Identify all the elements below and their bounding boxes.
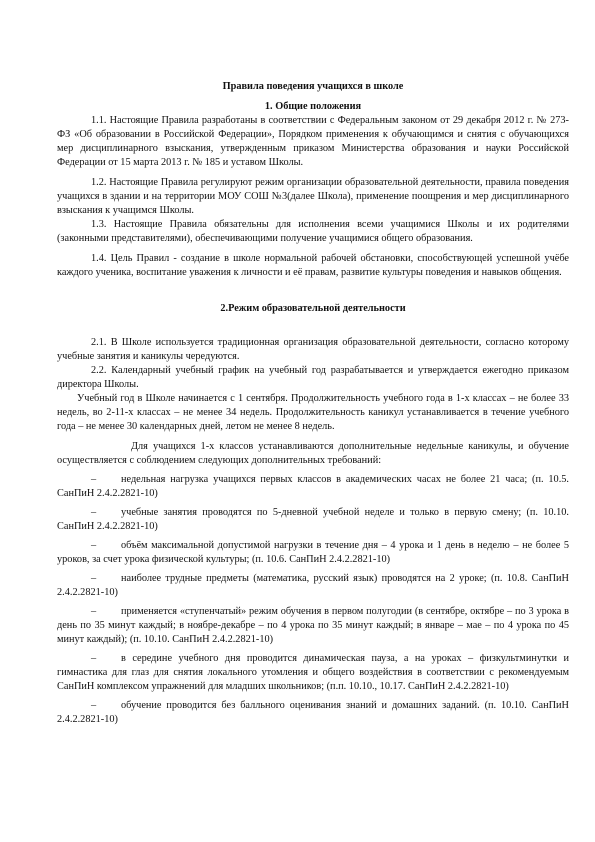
list-item-text: объём максимальной допустимой нагрузки в течение дня – 4 урока и 1 день в неделю – не более 5 уроков, за счет урока физической культуры; (п. 10.6. СанПиН 2.4.2.2821-10) xyxy=(57,540,569,565)
document-title: Правила поведения учащихся в школе xyxy=(222,81,404,92)
list-item-text: в середине учебного дня проводится динамическая пауза, а на уроках – физкультминутки и гимнастика для глаз для снятия локального утомления и общего воздействия в соответствии с рекомендуемым СанПиН комплексом упражнений для младших школьников; (п.п. 10.10., 10.17. СанПиН 2.4.2.2821-10) xyxy=(57,653,569,692)
list-item xyxy=(57,605,569,647)
list-item xyxy=(57,652,569,694)
paragraph-2-3: Учебный год в Школе начинается с 1 сентября. Продолжительность учебного года в 1-х классах – не более 33 недель, во 2-11-х классах – не менее 34 недель. Продолжительность каникул устанавливается в течение учебного года – не менее 30 календарных дней, летом не менее 8 недель. xyxy=(57,393,569,432)
bullet-dash: – xyxy=(91,573,97,584)
list-item xyxy=(57,473,569,501)
paragraph-1-1: 1.1. Настоящие Правила разработаны в соответствии с Федеральным законом от 29 декабря 2012 г. № 273-ФЗ «Об образовании в Российской Федерации», Порядком применения к обучающимся и снятия с обучающихся мер дисциплинарного взыскания, утвержденным приказом Министерства образования и науки Российской Федерации от 15 марта 2013 г. № 185 и уставом Школы. xyxy=(57,115,569,168)
list-item xyxy=(57,699,569,727)
list-item-text: обучение проводится без балльного оценивания знаний и домашних заданий. (п. 10.10. СанПиН 2.4.2.2821-10) xyxy=(57,700,569,725)
section-2-heading: 2.Режим образовательной деятельности xyxy=(220,303,406,314)
bullet-dash: – xyxy=(91,606,97,617)
paragraph-2-2: 2.2. Календарный учебный график на учебный год разрабатывается и утверждается ежегодно приказом директора Школы. xyxy=(57,365,569,390)
bullet-dash: – xyxy=(91,700,97,711)
paragraph-2-4: Для учащихся 1-х классов устанавливаются дополнительные недельные каникулы, и обучение осуществляется с соблюдением следующих дополнительных требований: xyxy=(57,441,569,466)
bullet-dash: – xyxy=(91,653,97,664)
bullet-dash: – xyxy=(91,540,97,551)
paragraph-2-1: 2.1. В Школе используется традиционная организация образовательной деятельности, согласно которому учебные занятия и каникулы чередуются. xyxy=(57,337,569,362)
bullet-dash: – xyxy=(91,474,97,485)
bullet-dash: – xyxy=(91,507,97,518)
section-1-heading: 1. Общие положения xyxy=(264,101,362,112)
list-item xyxy=(57,572,569,600)
list-item-text: наиболее трудные предметы (математика, русский язык) проводятся на 2 уроке; (п. 10.8. СанПиН 2.4.2.2821-10) xyxy=(57,573,569,598)
list-item-text: учебные занятия проводятся по 5-дневной учебной неделе и только в первую смену; (п. 10.10. СанПиН 2.4.2.2821-10) xyxy=(57,507,569,532)
paragraph-1-4: 1.4. Цель Правил - создание в школе нормальной рабочей обстановки, способствующей успешной учёбе каждого ученика, воспитание уважения к личности и её правам, развитие культуры поведения и навыков общения. xyxy=(57,253,569,278)
list-item xyxy=(57,506,569,534)
list-item xyxy=(57,539,569,567)
paragraph-1-3: 1.3. Настоящие Правила обязательны для исполнения всеми учащимися Школы и их родителями (законными представителями), обеспечивающими получение учащимися общего образования. xyxy=(57,219,569,244)
list-item-text: применяется «ступенчатый» режим обучения в первом полугодии (в сентябре, октябре – по 3 урока в день по 35 минут каждый; в ноябре-декабре – по 4 урока по 35 минут каждый; в январе – мае – по 4 урока по 45 минут каждый); (п. 10.10. СанПиН 2.4.2.2821-10) xyxy=(57,606,569,645)
list-item-text: недельная нагрузка учащихся первых классов в академических часах не более 21 часа; (п. 10.5. СанПиН 2.4.2.2821-10) xyxy=(57,474,569,499)
paragraph-1-2: 1.2. Настоящие Правила регулируют режим организации образовательной деятельности, правила поведения учащихся в здании и на территории МОУ СОШ №3(далее Школа), применение поощрения и мер дисциплинарного взыскания к учащимся Школы. xyxy=(57,177,569,216)
